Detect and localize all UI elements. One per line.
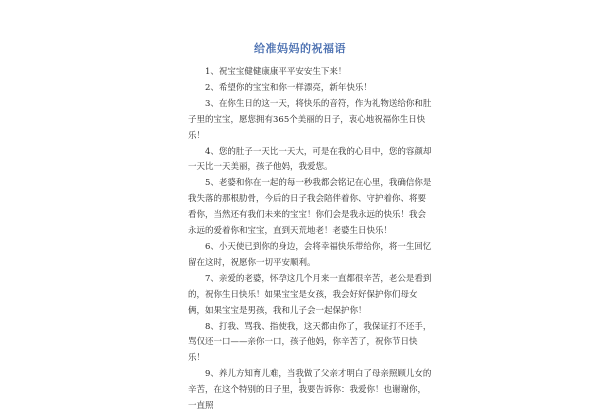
paragraph-1: 1、祝宝宝健健康康平平安安生下来！	[205, 67, 347, 77]
paragraph-8: 8、打我、骂我、指使我，这天都由你了，我保证打不还手，骂仅还一口——亲你一口，孩子他妈，你辛苦了，祝你节日快乐！	[188, 321, 432, 364]
paragraph-7: 7、亲爱的老婆，怀孕这几个月来一直都很辛苦，老公是看到的，祝你生日快乐！如果宝宝是女孩，我会好好保护你们母女俩，如果宝宝是男孩，我和儿子会一起保护你！	[188, 273, 432, 316]
page-number: 1	[298, 378, 302, 385]
paragraph-9: 9、养儿方知育儿难，当我做了父亲才明白了母亲照顾儿女的辛苦，在这个特别的日子里，我要告诉你：我爱你！也谢谢你，一直照	[188, 369, 432, 412]
paragraph-5: 5、老婆和你在一起的每一秒我都会铭记在心里，我确信你是我失落的那根肋骨，今后的日子我会陪伴着你、守护着你、将要看你，当然还有我们未来的宝宝！你们会是我永远的快乐！我会永远的爱着你和宝宝，直到天荒地老！老婆生日快乐！	[188, 178, 432, 237]
paragraph-6: 6、小天使已到你的身边，会将幸福快乐带给你，将一生回忆留在这时，祝愿你一切平安顺利。	[188, 241, 432, 268]
document-title: 给准妈妈的祝福语	[254, 42, 346, 55]
paragraph-4: 4、您的肚子一天比一天大，可是在我的心目中，您的容颜却一天比一天美丽，孩子他妈，我爱您。	[188, 146, 432, 173]
paragraph-2: 2、希望你的宝宝和你一样漂亮，新年快乐！	[205, 82, 372, 93]
paragraph-3: 3、在你生日的这一天，将快乐的音符，作为礼物送给你和肚子里的宝宝，愿您拥有365个美丽的日子，衷心地祝福你生日快乐！	[188, 98, 432, 141]
document-body	[188, 65, 433, 415]
